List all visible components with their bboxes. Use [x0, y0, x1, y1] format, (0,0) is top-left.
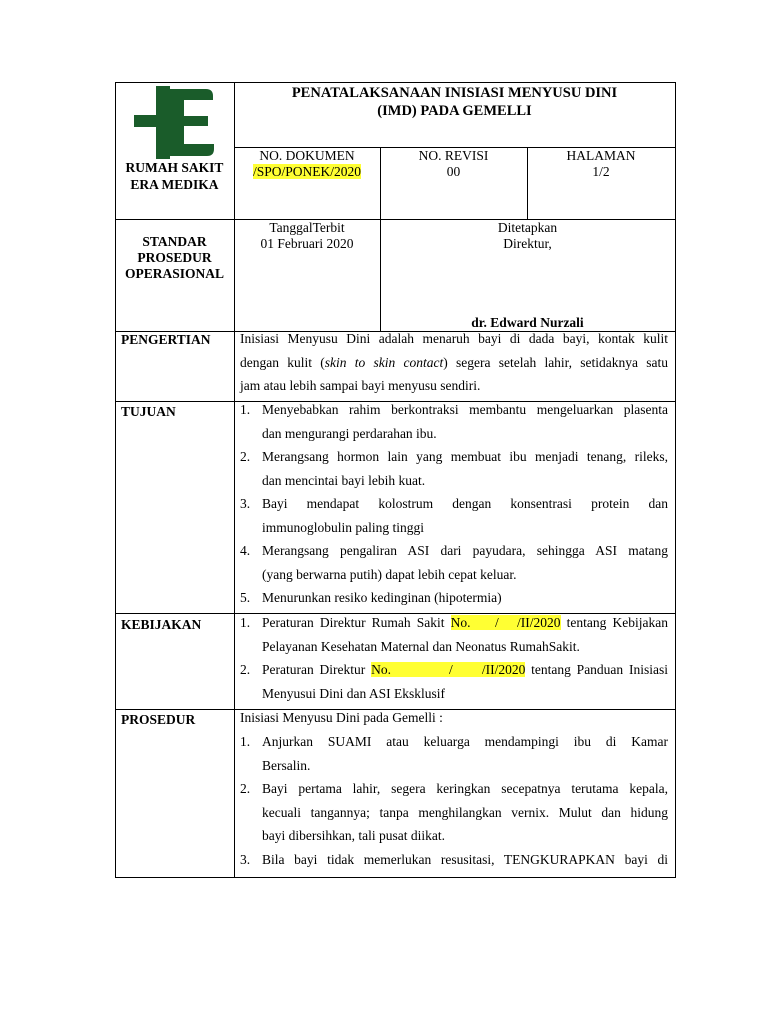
no-dokumen-value-wrap	[234, 164, 380, 180]
pengertian-line1: Inisiasi Menyusu Dini adalah menaruh bayi di dada bayi, kontak kulit	[240, 331, 668, 346]
table-border-right	[675, 82, 676, 878]
kebijakan-item-1-num: 1.	[240, 615, 251, 630]
tujuan-item-5-num: 5.	[240, 590, 251, 605]
prosedur-item-3-line1: Bila bayi tidak memerlukan resusitasi, TENGKURAPKAN bayi di	[262, 851, 668, 867]
prosedur-item-2-line2: kecuali tangannya; tanpa menghilangkan vernix. Mulut dan hidung	[262, 804, 668, 820]
tujuan-item-2-num: 2.	[240, 449, 251, 464]
pengertian-line2-b: ) segera setelah lahir, setidaknya satu	[443, 354, 668, 370]
table-column-divider	[234, 82, 235, 878]
tujuan-item-1-line1: Menyebabkan rahim berkontraksi membantu mengeluarkan plasenta	[262, 402, 668, 417]
tujuan-item-3-line1: Bayi mendapat kolostrum dengan konsentrasi protein dan	[262, 496, 668, 511]
kebijakan-label: KEBIJAKAN	[121, 617, 202, 632]
tujuan-item-2-line1: Merangsang hormon lain yang membuat ibu menjadi tenang, rileks,	[262, 449, 668, 464]
pengertian-line2	[240, 351, 668, 375]
kebijakan-item-2-number: No. / /II/2020	[371, 662, 526, 677]
prosedur-item-1-line2: Bersalin.	[262, 757, 311, 773]
kebijakan-item-1-a: Peraturan Direktur Rumah Sakit	[262, 615, 451, 630]
prosedur-item-2-num: 2.	[240, 781, 251, 796]
prosedur-item-1-line1: Anjurkan SUAMI atau keluarga mendampingi ibu di Kamar	[262, 734, 668, 749]
prosedur-intro: Inisiasi Menyusu Dini pada Gemelli :	[240, 710, 443, 725]
spo-line2: PROSEDUR	[137, 250, 212, 265]
tujuan-item-4-num: 4.	[240, 543, 251, 558]
kebijakan-item-1-line1	[262, 611, 668, 635]
prosedur-item-2-line1: Bayi pertama lahir, segera keringkan secepatnya terutama kepala,	[262, 781, 668, 796]
hospital-name-line1: RUMAH SAKIT	[125, 160, 224, 175]
pengertian-label: PENGERTIAN	[121, 332, 211, 347]
kebijakan-item-1-b: tentang Kebijakan	[560, 615, 668, 630]
document-title-line2: (IMD) PADA GEMELLI	[377, 103, 532, 119]
tujuan-item-1-num: 1.	[240, 402, 251, 417]
tujuan-item-2-line2: dan mencintai bayi lebih kuat.	[262, 472, 426, 488]
kebijakan-item-2-line1	[262, 658, 668, 682]
ditetapkan-label: Ditetapkan	[497, 220, 558, 235]
no-revisi-label: NO. REVISI	[418, 148, 489, 163]
prosedur-item-3-num: 3.	[240, 851, 251, 867]
tujuan-item-4-line1: Merangsang pengaliran ASI dari payudara, sehingga ASI matang	[262, 543, 668, 558]
tujuan-item-1-line2: dan mengurangi perdarahan ibu.	[262, 425, 437, 441]
kebijakan-item-1-line2: Pelayanan Kesehatan Maternal dan Neonatus RumahSakit.	[262, 638, 580, 654]
prosedur-item-1-num: 1.	[240, 734, 251, 749]
spo-line1: STANDAR	[142, 234, 207, 249]
kebijakan-item-2-line2: Menyusui Dini dan ASI Eksklusif	[262, 685, 446, 701]
tanggal-terbit-label: TanggalTerbit	[269, 220, 345, 235]
no-revisi-value: 00	[446, 164, 461, 179]
prosedur-item-2-line3: bayi dibersihkan, tali pusat diikat.	[262, 828, 445, 843]
halaman-label: HALAMAN	[566, 148, 636, 163]
tujuan-label: TUJUAN	[121, 404, 176, 419]
direktur-label: Direktur,	[503, 236, 552, 251]
prosedur-label: PROSEDUR	[121, 712, 196, 727]
tujuan-item-4-line2: (yang berwarna putih) dapat lebih cepat keluar.	[262, 566, 517, 582]
no-dokumen-value: /SPO/PONEK/2020	[252, 164, 362, 179]
signer-name: dr. Edward Nurzali	[471, 315, 584, 330]
pengertian-line2-a: dengan kulit (	[240, 354, 325, 370]
hospital-logo-icon	[134, 86, 216, 159]
document-title-line1: PENATALAKSANAAN INISIASI MENYUSU DINI	[291, 85, 618, 101]
table-border-bottom	[115, 877, 675, 878]
hospital-name-line2: ERA MEDIKA	[130, 177, 219, 192]
pengertian-line3: jam atau lebih sampai bayi menyusu sendiri.	[240, 378, 481, 393]
tujuan-item-3-num: 3.	[240, 496, 251, 511]
kebijakan-item-2-num: 2.	[240, 662, 251, 677]
tanggal-terbit-value: 01 Februari 2020	[260, 236, 354, 251]
spo-line3: OPERASIONAL	[124, 266, 224, 281]
table-border-top	[115, 82, 675, 83]
pengertian-line2-italic: skin to skin contact	[324, 354, 444, 370]
tujuan-item-5-line1: Menurunkan resiko kedinginan (hipotermia)	[262, 590, 502, 605]
kebijakan-item-2-a: Peraturan Direktur	[262, 662, 372, 677]
halaman-value: 1/2	[592, 164, 610, 179]
table-border-left	[115, 82, 116, 878]
tujuan-item-3-line2: immunoglobulin paling tinggi	[262, 519, 424, 535]
no-dokumen-label: NO. DOKUMEN	[259, 148, 355, 163]
kebijakan-item-1-number: No. / /II/2020	[450, 615, 561, 630]
kebijakan-item-2-b: tentang Panduan Inisiasi	[525, 662, 668, 677]
